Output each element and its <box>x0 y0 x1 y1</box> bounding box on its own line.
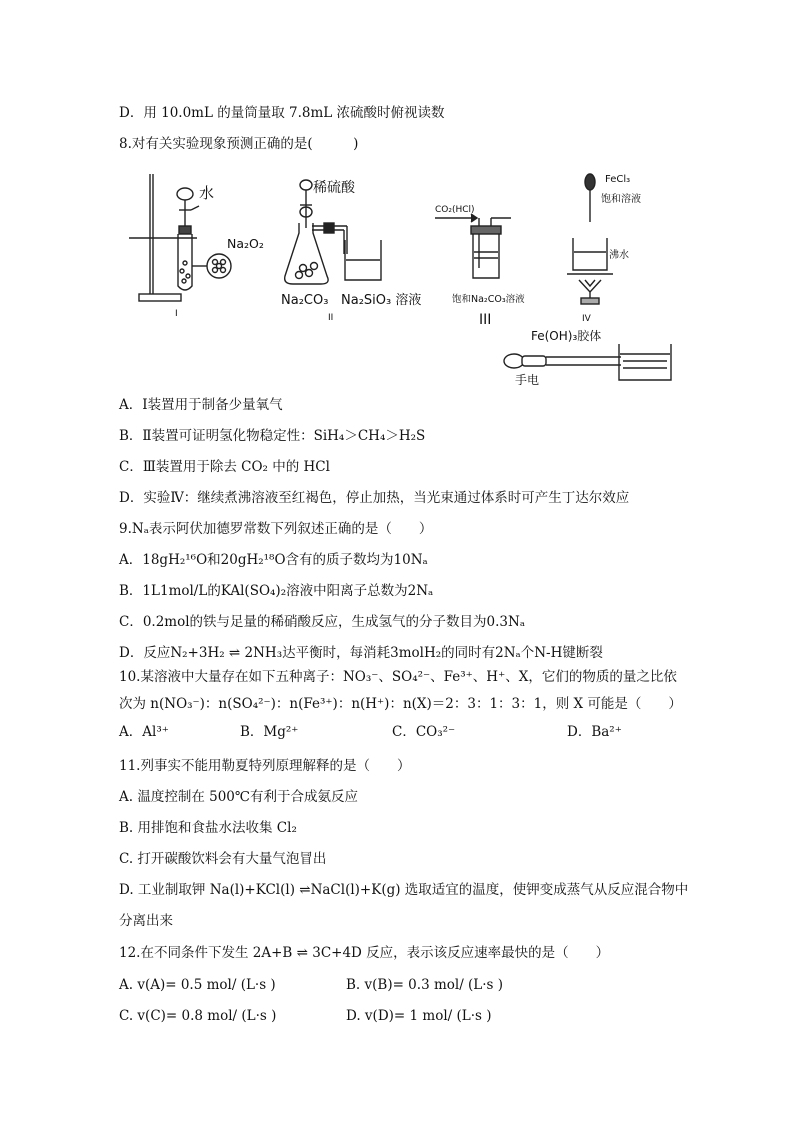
apparatus-ii-na2co3-label: Na₂CO₃ <box>281 293 329 308</box>
q12-stem: 12.在不同条件下发生 2A+B ⇌ 3C+4D 反应，表示该反应速率最快的是（ ） <box>119 945 610 961</box>
apparatus-i-na2o2-label: Na₂O₂ <box>227 236 264 251</box>
q10-stem-line1: 10.某溶液中大量存在如下五种离子：NO₃⁻、SO₄²⁻、Fe³⁺、H⁺、X，它们的物质的量之比依 <box>119 669 677 685</box>
q10-stem-line2: 次为 n(NO₃⁻)：n(SO₄²⁻)：n(Fe³⁺)：n(H⁺)：n(X)＝2：3：1：3：1，则 X 可能是（ ） <box>119 696 682 712</box>
q7-option-d: D．用 10.0mL 的量筒量取 7.8mL 浓硫酸时俯视读数 <box>119 105 445 121</box>
q11-stem: 11.列事实不能用勒夏特列原理解释的是（ ） <box>119 758 411 774</box>
q12-option-c: C. v(C)= 0.8 mol/ (L·s ) <box>119 1008 277 1024</box>
q11-option-d-line2: 分离出来 <box>119 913 173 929</box>
q9-option-d: D．反应N₂+3H₂ ⇌ 2NH₃达平衡时，每消耗3molH₂的同时有2Nₐ个N-H键断裂 <box>119 645 603 661</box>
q9-option-a: A．18gH₂¹⁶O和20gH₂¹⁸O含有的质子数均为10Nₐ <box>119 552 428 568</box>
q11-option-d-line1: D. 工业制取钾 Na(l)+KCl(l) ⇌NaCl(l)+K(g) 选取适宜的温度，使钾变成蒸气从反应混合物中 <box>119 882 689 898</box>
apparatus-ii-acid-label: 稀硫酸 <box>313 180 355 196</box>
q11-option-b: B. 用排饱和食盐水法收集 Cl₂ <box>119 820 297 836</box>
q8-option-c: C．Ⅲ装置用于除去 CO₂ 中的 HCl <box>119 459 330 475</box>
q9-option-c: C．0.2mol的铁与足量的稀硝酸反应，生成氢气的分子数目为0.3Nₐ <box>119 614 526 630</box>
apparatus-iv-number: IV <box>582 314 591 324</box>
q10-option-a: A．Al³⁺ <box>119 724 169 740</box>
apparatus-i <box>129 174 231 301</box>
apparatus-iv-fecl3-label: FeCl₃ <box>605 174 631 185</box>
q8-option-a: A．Ⅰ装置用于制备少量氧气 <box>119 397 283 413</box>
apparatus-iv-boiling-water-label: 沸水 <box>609 250 629 261</box>
q12-option-a: A. v(A)= 0.5 mol/ (L·s ) <box>119 977 276 993</box>
q11-option-a: A. 温度控制在 500℃有利于合成氨反应 <box>119 789 358 805</box>
q9-stem: 9.Nₐ表示阿伏加德罗常数下列叙述正确的是（ ） <box>119 521 433 537</box>
q12-option-d: D. v(D)= 1 mol/ (L·s ) <box>346 1008 492 1024</box>
tyndall-torch-label: 手电 <box>515 373 540 387</box>
apparatus-iii-solution-label: 饱和Na₂CO₃溶液 <box>452 294 525 305</box>
q11-option-c: C. 打开碳酸饮料会有大量气泡冒出 <box>119 851 327 867</box>
q12-option-b: B. v(B)= 0.3 mol/ (L·s ) <box>346 977 504 993</box>
q8-stem: 8.对有关实验现象预测正确的是( ) <box>119 136 359 152</box>
q8-apparatus-figure <box>119 168 679 400</box>
tyndall-colloid-label: Fe(OH)₃胶体 <box>531 329 602 343</box>
apparatus-i-water-label: 水 <box>199 184 215 202</box>
q10-option-b: B．Mg²⁺ <box>240 724 299 740</box>
apparatus-iii <box>435 214 511 278</box>
apparatus-iv-saturated-label: 饱和溶液 <box>601 194 641 205</box>
apparatus-iii-number: III <box>479 312 492 328</box>
apparatus-ii-na2sio3-label: Na₂SiO₃ 溶液 <box>341 293 422 308</box>
apparatus-i-number: I <box>175 309 178 319</box>
apparatus-iii-gas-label: CO₂(HCl) <box>435 205 475 215</box>
q10-option-d: D．Ba²⁺ <box>567 724 622 740</box>
q9-option-b: B．1L1mol/L的KAl(SO₄)₂溶液中阳离子总数为2Nₐ <box>119 583 434 599</box>
q8-option-d: D．实验Ⅳ：继续煮沸溶液至红褐色，停止加热，当光束通过体系时可产生丁达尔效应 <box>119 490 630 506</box>
q10-option-c: C．CO₃²⁻ <box>392 724 456 740</box>
q8-option-b: B．Ⅱ装置可证明氢化物稳定性：SiH₄＞CH₄＞H₂S <box>119 428 426 444</box>
apparatus-ii-number: II <box>328 313 334 323</box>
